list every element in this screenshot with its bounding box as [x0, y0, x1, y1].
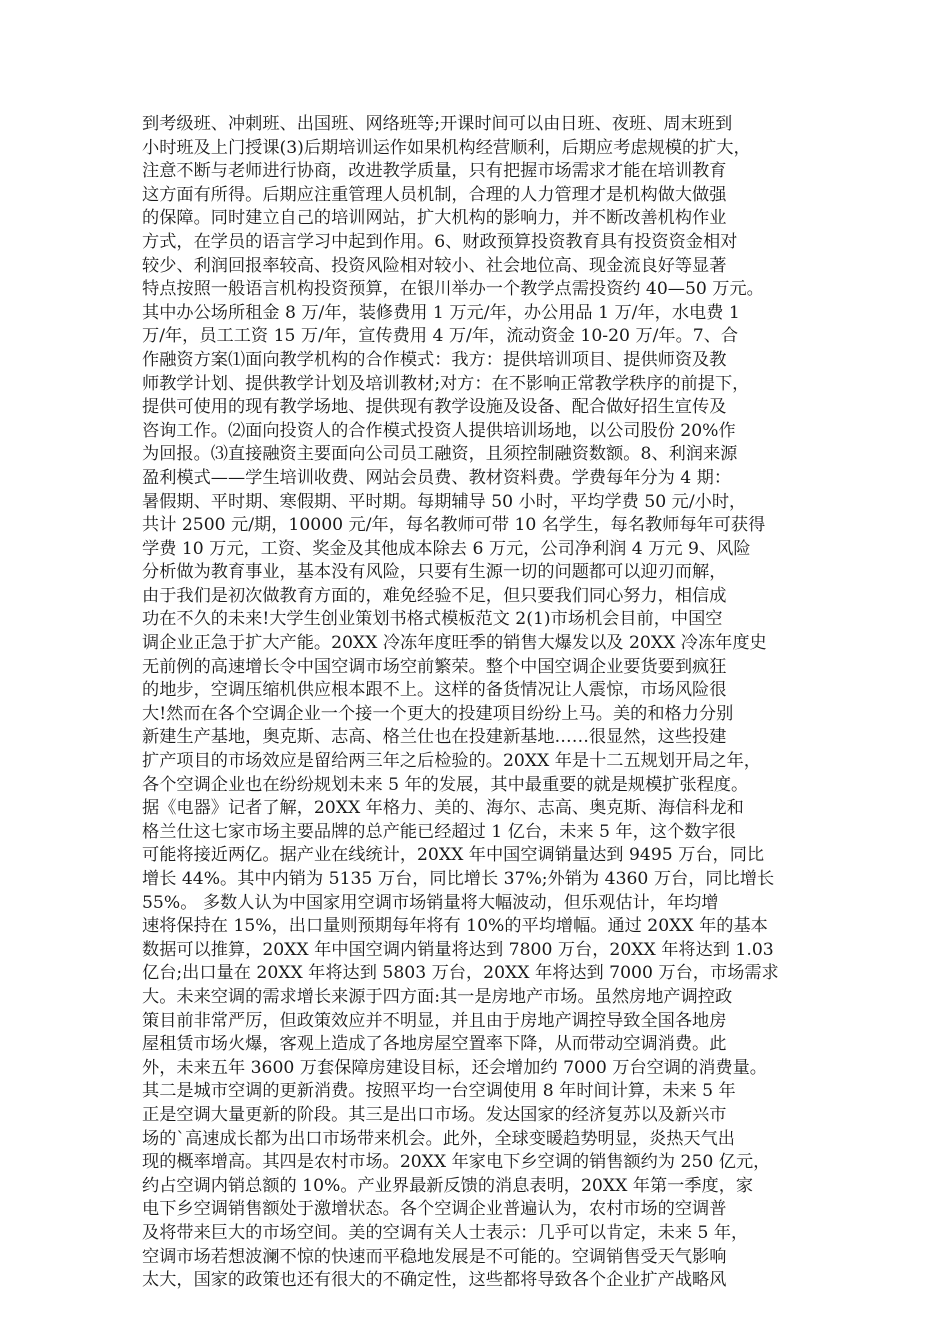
text-line: 由于我们是初次做教育方面的，难免经验不足，但只要我们同心努力，相信成 [142, 585, 727, 606]
text-line: 作融资方案⑴面向教学机构的合作模式：我方：提供培训项目、提供师资及教 [142, 349, 727, 370]
text-line: 咨询工作。⑵面向投资人的合作模式投资人提供培训场地，以公司股份 20%作 [142, 420, 736, 441]
text-line: 其中办公场所租金 8 万/年，装修费用 1 万元/年，办公用品 1 万/年，水电费 1 [142, 302, 740, 323]
text-line: 大。未来空调的需求增长来源于四方面:其一是房地产市场。虽然房地产调控政 [142, 986, 733, 1007]
text-line: 万/年，员工工资 15 万/年，宣传费用 4 万/年，流动资金 10-20 万/年。7、合 [142, 326, 739, 347]
text-line: 速将保持在 15%，出口量则预期每年将有 10%的平均增幅。通过 20XX 年的基本 [142, 916, 768, 937]
text-line: 约占空调内销总额的 10%。产业界最新反馈的消息表明，20XX 年第一季度，家 [142, 1175, 754, 1196]
text-line: 扩产项目的市场效应是留给两三年之后检验的。20XX 年是十二五规划开局之年， [142, 751, 761, 772]
text-line: 提供可使用的现有教学场地、提供现有教学设施及设备、配合做好招生宣传及 [142, 397, 727, 418]
text-line: 55%。 多数人认为中国家用空调市场销量将大幅波动，但乐观估计，年均增 [142, 892, 719, 913]
text-line: 调企业正急于扩大产能。20XX 冷冻年度旺季的销售大爆发以及 20XX 冷冻年度史 [142, 633, 767, 654]
text-line: 外，未来五年 3600 万套保障房建设目标，还会增加约 7000 万台空调的消费量。 [142, 1057, 767, 1078]
text-line: 可能将接近两亿。据产业在线统计，20XX 年中国空调销量达到 9495 万台，同比 [142, 845, 765, 866]
text-line: 大!然而在各个空调企业一个接一个更大的投建项目纷纷上马。美的和格力分别 [142, 703, 734, 724]
text-line: 场的`高速成长都为出口市场带来机会。此外，全球变暖趋势明显，炎热天气出 [142, 1128, 735, 1149]
text-line: 现的概率增高。其四是农村市场。20XX 年家电下乡空调的销售额约为 250 亿元， [142, 1152, 771, 1173]
text-line: 各个空调企业也在纷纷规划未来 5 年的发展，其中最重要的就是规模扩张程度。 [142, 774, 749, 795]
text-line: 分析做为教育事业，基本没有风险，只要有生源一切的问题都可以迎刃而解， [142, 562, 727, 583]
text-line: 策目前非常严厉，但政策效应并不明显，并且由于房地产调控导致全国各地房 [142, 1010, 727, 1031]
text-line: 学费 10 万元，工资、奖金及其他成本除去 6 万元，公司净利润 4 万元 9、风险 [142, 538, 751, 559]
text-line: 小时班及上门授课(3)后期培训运作如果机构经营顺利，后期应考虑规模的扩大， [142, 137, 751, 158]
text-line: 较少、利润回报率较高、投资风险相对较小、社会地位高、现金流良好等显著 [142, 255, 727, 276]
text-line: 增长 44%。其中内销为 5135 万台，同比增长 37%;外销为 4360 万台，同比增长 [142, 869, 775, 889]
text-line: 的地步，空调压缩机供应根本跟不上。这样的备货情况让人震惊，市场风险很 [142, 680, 727, 701]
text-line: 到考级班、冲刺班、出国班、网络班等;开课时间可以由日班、夜班、周末班到 [142, 114, 733, 134]
text-line: 暑假期、平时期、寒假期、平时期。每期辅导 50 小时，平均学费 50 元/小时， [142, 491, 747, 512]
text-line: 空调市场若想波澜不惊的快速而平稳地发展是不可能的。空调销售受天气影响 [142, 1246, 727, 1267]
text-line: 为回报。⑶直接融资主要面向公司员工融资，且须控制融资数额。8、利润来源 [142, 444, 738, 465]
text-line: 格兰仕这七家市场主要品牌的总产能已经超过 1 亿台，未来 5 年，这个数字很 [142, 821, 736, 842]
body-text [142, 113, 802, 1293]
text-line: 太大，国家的政策也还有很大的不确定性，这些都将导致各个企业扩产战略风 [142, 1270, 727, 1291]
text-line: 电下乡空调销售额处于激增状态。各个空调企业普遍认为，农村市场的空调普 [142, 1199, 727, 1220]
text-line: 屋租赁市场火爆，客观上造成了各地房屋空置率下降，从而带动空调消费。此 [142, 1034, 727, 1055]
text-line: 正是空调大量更新的阶段。其三是出口市场。发达国家的经济复苏以及新兴市 [142, 1104, 727, 1125]
text-line: 方式，在学员的语言学习中起到作用。6、财政预算投资教育具有投资资金相对 [142, 231, 738, 252]
text-line: 无前例的高速增长令中国空调市场空前繁荣。整个中国空调企业要货要到疯狂 [142, 656, 727, 677]
text-line: 据《电器》记者了解，20XX 年格力、美的、海尔、志高、奥克斯、海信科龙和 [142, 798, 744, 819]
text-line: 新建生产基地，奥克斯、志高、格兰仕也在投建新基地……很显然，这些投建 [142, 727, 727, 748]
text-line: 功在不久的未来!大学生创业策划书格式模板范文 2(1)市场机会目前，中国空 [142, 609, 723, 630]
text-line: 注意不断与老师进行协商，改进教学质量，只有把握市场需求才能在培训教育 [142, 161, 727, 182]
text-line: 盈利模式——学生培训收费、网站会员费、教材资料费。学费每年分为 4 期： [142, 467, 732, 488]
text-line: 其二是城市空调的更新消费。按照平均一台空调使用 8 年时间计算，未来 5 年 [142, 1081, 736, 1102]
text-line: 及将带来巨大的市场空间。美的空调有关人士表示：几乎可以肯定，未来 5 年， [142, 1222, 749, 1243]
text-line: 这方面有所得。后期应注重管理人员机制，合理的人力管理才是机构做大做强 [142, 184, 727, 205]
text-line: 共计 2500 元/期，10000 元/年，每名教师可带 10 名学生，每名教师每年可获得 [142, 515, 766, 536]
text-line: 特点按照一般语言机构投资预算，在银川举办一个教学点需投资约 40—50 万元。 [142, 279, 764, 300]
text-line: 师教学计划、提供教学计划及培训教材;对方：在不影响正常教学秩序的前提下， [142, 373, 750, 394]
text-line: 亿台;出口量在 20XX 年将达到 5803 万台，20XX 年将达到 7000 万台，市场需求 [142, 963, 779, 984]
text-line: 数据可以推算，20XX 年中国空调内销量将达到 7800 万台，20XX 年将达到 1.03 [142, 939, 774, 960]
text-line: 的保障。同时建立自己的培训网站，扩大机构的影响力，并不断改善机构作业 [142, 208, 727, 229]
